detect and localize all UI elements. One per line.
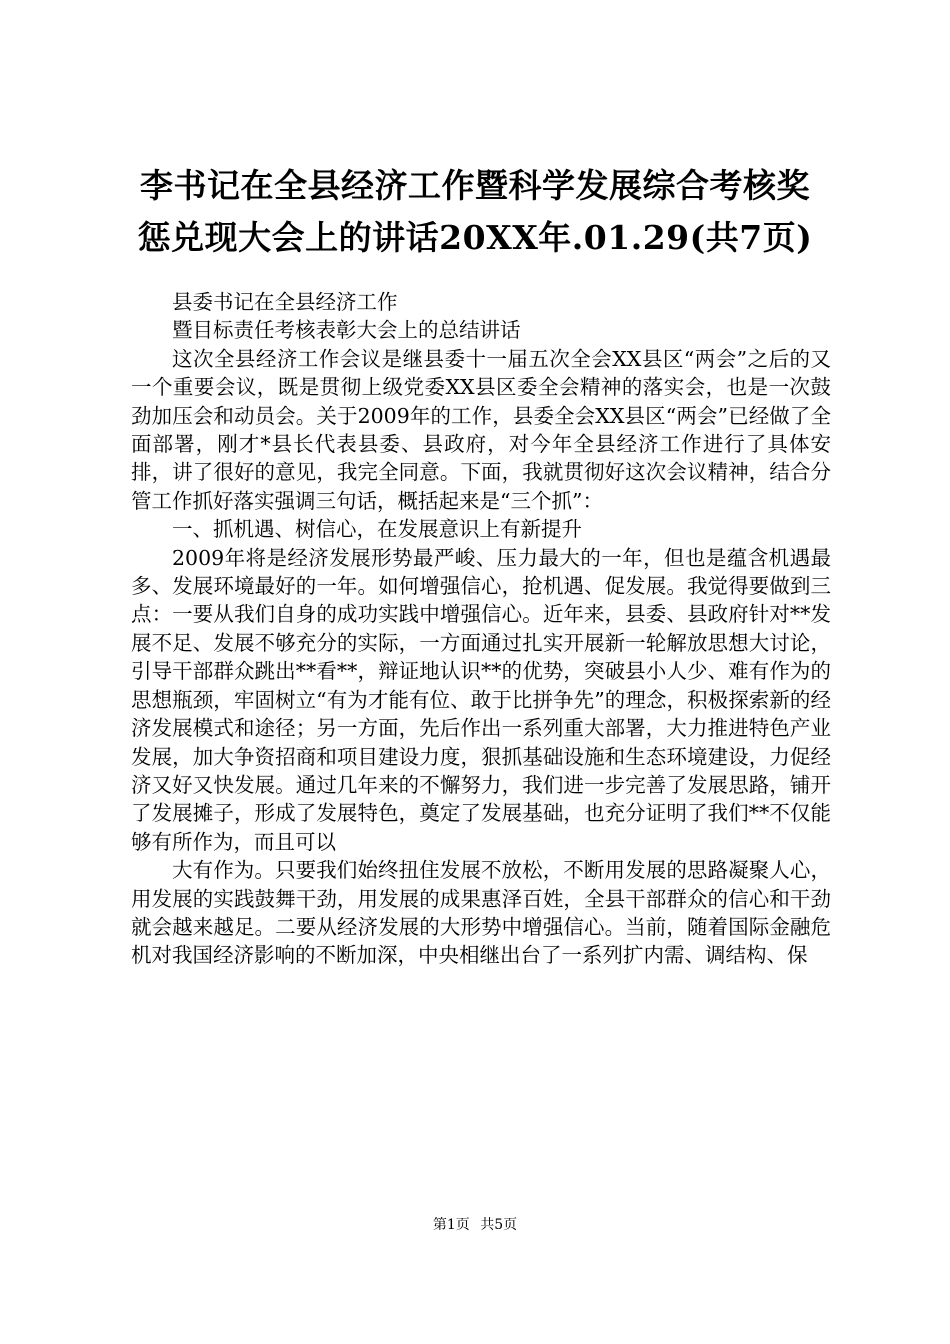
body-paragraph: 这次全县经济工作会议是继县委十一届五次全会XX县区“两会”之后的又一个重要会议，既是贯彻上级党委XX县区委全会精神的落实会，也是一次鼓劲加压会和动员会。关于2009年的工作，县委全会XX县区“两会”已经做了全面部署，刚才*县长代表县委、县政府，对今年全县经济工作进行了具体安排，讲了很好的意见，我完全同意。下面，我就贯彻好这次会议精神，结合分管工作抓好落实强调三句话，概括起来是“三个抓”： (131, 346, 831, 513)
document-title-line-2: 惩兑现大会上的讲话20XX年.01.29(共7页) (137, 218, 813, 257)
section-heading: 一、抓机遇、树信心，在发展意识上有新提升 (172, 517, 582, 542)
speech-subtitle-line-2: 暨目标责任考核表彰大会上的总结讲话 (172, 318, 521, 343)
body-paragraph: 2009年将是经济发展形势最严峻、压力最大的一年，但也是蕴含机遇最多、发展环境最好的一年。如何增强信心，抢机遇、促发展。我觉得要做到三点：一要从我们自身的成功实践中增强信心。近年来，县委、县政府针对**发展不足、发展不够充分的实际，一方面通过扎实开展新一轮解放思想大讨论，引导干部群众跳出**看**，辩证地认识**的优势，突破县小人少、难有作为的思想瓶颈，牢固树立“有为才能有位、敢于比拼争先”的理念，积极探索新的经济发展模式和途径；另一方面，先后作出一系列重大部署，大力推进特色产业发展，加大争资招商和项目建设力度，狠抓基础设施和生态环境建设，力促经济又好又快发展。通过几年来的不懈努力，我们进一步完善了发展思路，铺开了发展摊子，形成了发展特色，奠定了发展基础，也充分证明了我们**不仅能够有所作为，而且可以 (131, 545, 831, 854)
page-number-total: 共5页 (480, 1217, 518, 1233)
body-paragraph: 大有作为。只要我们始终扭住发展不放松，不断用发展的思路凝聚人心，用发展的实践鼓舞干劲，用发展的成果惠泽百姓，全县干部群众的信心和干劲就会越来越足。二要从经济发展的大形势中增强信心。当前，随着国际金融危机对我国经济影响的不断加深，中央相继出台了一系列扩内需、调结构、保 (131, 858, 831, 968)
document-title-line-1: 李书记在全县经济工作暨科学发展综合考核奖 (140, 166, 810, 205)
speech-subtitle-line-1: 县委书记在全县经济工作 (172, 290, 398, 314)
page-number-current: 第1页 (432, 1217, 470, 1233)
page-footer (0, 1215, 950, 1235)
document-body (131, 288, 831, 970)
